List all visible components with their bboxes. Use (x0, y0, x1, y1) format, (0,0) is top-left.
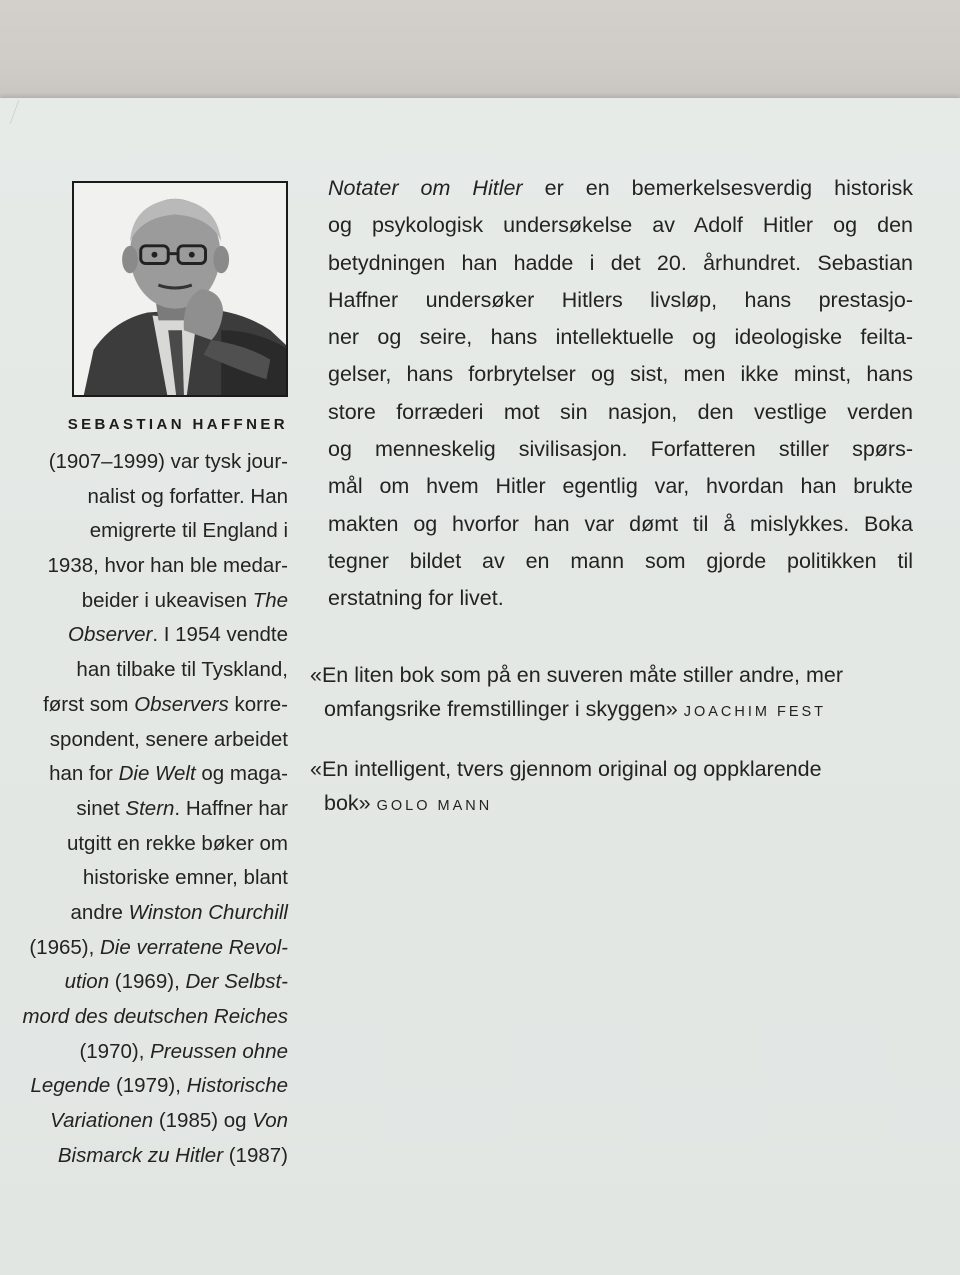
bio-line (18, 549, 288, 584)
bio-line (18, 1035, 288, 1070)
author-portrait (72, 181, 288, 397)
text-run: makten og hvorfor han var dømt til å mislykkes. Boka (328, 511, 913, 536)
italic-title: Observer (68, 623, 153, 647)
bio-line (18, 792, 288, 827)
bio-line (18, 688, 288, 723)
description-line (328, 245, 913, 282)
italic-title: ution (64, 970, 110, 994)
text-run: han tilbake til Tyskland, (76, 658, 288, 682)
italic-title: Die verratene Revol- (100, 935, 288, 959)
description-line (328, 282, 913, 319)
bio-line (18, 931, 288, 966)
italic-title: Von (252, 1109, 288, 1133)
text-run: emigrerte til England i (89, 519, 288, 543)
quote-text: omfangsrike fremstillinger i skyggen» (324, 697, 678, 721)
text-run: og menneskelig sivilisasjon. Forfatteren stiller spørs- (328, 437, 913, 462)
description-line (328, 543, 913, 580)
text-run: nalist og forfatter. Han (87, 484, 288, 508)
italic-title: Legende (30, 1074, 111, 1098)
text-run: gelser, hans forbrytelser og sist, men ikke minst, hans (328, 362, 913, 387)
text-run: er en bemerkelsesverdig historisk (522, 176, 913, 200)
quote-line (310, 658, 910, 692)
italic-title: Preussen ohne (150, 1039, 288, 1063)
text-run: Haffner undersøker Hitlers livsløp, hans prestasjo- (328, 287, 913, 312)
italic-title: Historische (186, 1074, 288, 1098)
bio-line (18, 480, 288, 515)
italic-title: Winston Churchill (128, 900, 288, 924)
bio-line (18, 827, 288, 862)
book-description (328, 170, 913, 618)
quote-attribution: JOACHIM FEST (683, 704, 827, 720)
author-portrait-drawing (74, 183, 286, 395)
quote-text: «En liten bok som på en suveren måte stiller andre, mer (310, 663, 843, 687)
text-run: utgitt en rekke bøker om (66, 831, 288, 855)
text-run: store forræderi mot sin nasjon, den vestlige verden (328, 399, 913, 424)
bio-line (18, 618, 288, 653)
bio-line (18, 1139, 288, 1174)
text-run: korre- (228, 692, 288, 716)
description-line (328, 506, 913, 543)
italic-title: Die Welt (118, 762, 196, 786)
bio-line (18, 861, 288, 896)
text-run: historiske emner, blant (82, 866, 288, 890)
bio-line (18, 757, 288, 792)
review-quote (310, 658, 910, 726)
description-line (328, 431, 913, 468)
text-run: ner og seire, hans intellektuelle og ideologiske feilta- (328, 325, 913, 350)
text-run: og psykologisk undersøkelse av Adolf Hitler og den (328, 213, 913, 238)
quote-attribution: GOLO MANN (376, 798, 493, 814)
text-run: (1985) og (153, 1109, 253, 1133)
author-name: SEBASTIAN HAFFNER (67, 416, 288, 433)
text-run: (1987) (223, 1143, 288, 1167)
background-wall (0, 0, 960, 110)
quote-line (310, 752, 910, 786)
text-run: og maga- (195, 762, 288, 786)
description-line (328, 356, 913, 393)
text-run: (1965), (29, 935, 100, 959)
italic-title: Der Selbst- (185, 970, 288, 994)
description-line (328, 170, 913, 207)
italic-title: Stern (125, 796, 175, 820)
italic-title: Variationen (50, 1109, 154, 1133)
text-run: andre (70, 900, 129, 924)
quote-line (310, 692, 910, 726)
text-run: (1979), (110, 1074, 187, 1098)
text-run: (1969), (109, 970, 186, 994)
text-run: først som (43, 692, 135, 716)
text-run: tegner bildet av en mann som gjorde politikken til (328, 548, 913, 573)
quote-text: «En intelligent, tvers gjennom original og oppklarende (310, 757, 822, 781)
bio-line (18, 896, 288, 931)
italic-title: mord des deutschen Reiches (22, 1005, 288, 1028)
description-line (328, 207, 913, 244)
text-run: erstatning for livet. (328, 586, 504, 611)
description-line (328, 394, 913, 431)
bio-line (18, 1104, 288, 1139)
bio-line (18, 584, 288, 619)
text-run: 1938, hvor han ble medar- (47, 554, 288, 578)
description-line (328, 580, 913, 617)
author-biography (18, 445, 288, 1173)
review-quotes (310, 658, 910, 820)
text-run: beider i ukeavisen (81, 588, 253, 612)
description-line (328, 319, 913, 356)
quote-text: bok» (324, 791, 371, 815)
bio-line (18, 723, 288, 758)
bio-line (18, 653, 288, 688)
bio-line (18, 1069, 288, 1104)
italic-title: Notater om Hitler (328, 176, 523, 200)
review-quote (310, 752, 910, 820)
text-run: (1907–1999) var tysk jour- (48, 450, 288, 473)
text-run: han for (49, 762, 119, 786)
italic-title: Bismarck zu Hitler (57, 1143, 224, 1167)
bio-line (18, 514, 288, 549)
italic-title: The (252, 588, 288, 612)
quote-line (310, 786, 910, 820)
text-run: sinet (76, 796, 126, 820)
text-run: . I 1954 vendte (152, 623, 288, 647)
bio-line (18, 965, 288, 1000)
text-run: (1970), (79, 1039, 151, 1063)
italic-title: Observers (134, 692, 229, 716)
text-run: spondent, senere arbeidet (49, 727, 288, 751)
text-run: . Haffner har (174, 796, 288, 820)
text-run: mål om hvem Hitler egentlig var, hvordan han brukte (328, 474, 913, 499)
description-line (328, 468, 913, 505)
bio-line (18, 1000, 288, 1035)
bio-line (18, 445, 288, 480)
text-run: betydningen han hadde i det 20. århundret. Sebastian (328, 250, 913, 275)
